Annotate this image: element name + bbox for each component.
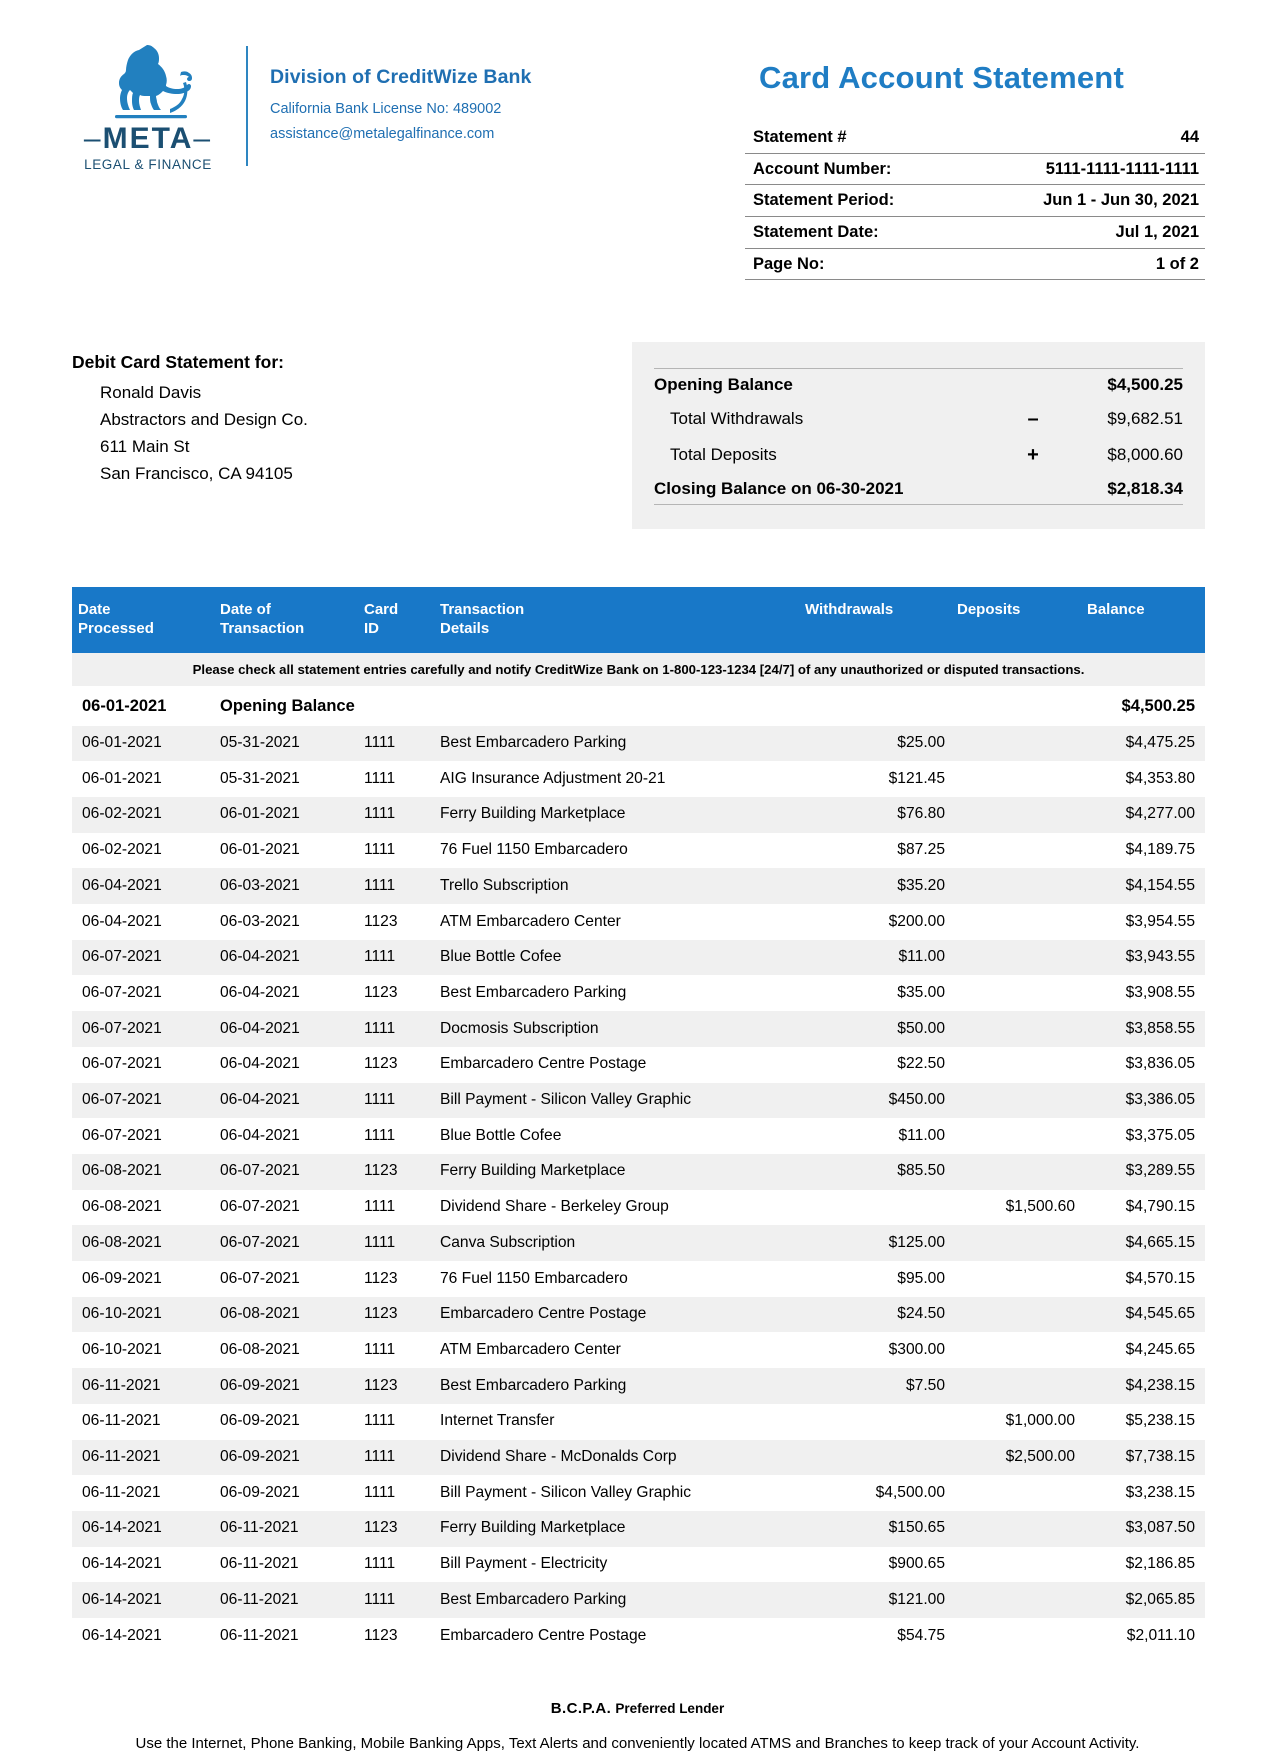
row-card-id: 1111 — [358, 797, 434, 833]
row-date-processed: 06-08-2021 — [72, 1225, 214, 1261]
row-card-id: 1111 — [358, 1083, 434, 1119]
column-header-balance: Balance — [1081, 587, 1205, 652]
row-details: 76 Fuel 1150 Embarcadero — [440, 841, 628, 859]
row-card-id: 1123 — [364, 1269, 398, 1287]
row-withdrawals: $125.00 — [799, 1225, 951, 1261]
meta-row — [745, 185, 1205, 217]
header-line-2: Processed — [78, 620, 154, 638]
table-row — [72, 1618, 1205, 1654]
meta-label: Statement Period: — [745, 185, 965, 217]
row-date-of-transaction: 05-31-2021 — [220, 769, 300, 787]
row-date-of-transaction: 06-04-2021 — [220, 1126, 300, 1144]
minus-icon: – — [1027, 407, 1039, 430]
meta-value: Jun 1 - Jun 30, 2021 — [965, 185, 1205, 217]
row-date-of-transaction: 06-09-2021 — [214, 1440, 358, 1476]
meta-value: 5111-1111-1111-1111 — [965, 153, 1205, 185]
column-header-date-of-transaction — [214, 587, 358, 652]
row-withdrawals — [799, 1404, 951, 1440]
closing-balance-amount: $2,818.34 — [1053, 473, 1183, 505]
table-row — [72, 868, 1205, 904]
row-date-processed: 06-08-2021 — [72, 1154, 214, 1190]
row-details: Embarcadero Centre Postage — [440, 1626, 647, 1644]
brand-block — [78, 40, 678, 172]
table-header-row — [72, 587, 1205, 652]
table-row — [72, 1225, 1205, 1261]
row-deposits — [951, 1047, 1081, 1083]
closing-balance-label: Closing Balance on 06-30-2021 — [654, 473, 1013, 505]
row-withdrawals: $11.00 — [898, 1126, 945, 1144]
lion-icon — [93, 44, 203, 122]
row-deposits — [951, 797, 1081, 833]
row-card-id: 1111 — [364, 1555, 396, 1573]
row-withdrawals: $35.00 — [897, 983, 945, 1001]
row-deposits — [951, 726, 1081, 762]
row-details: Embarcadero Centre Postage — [434, 1297, 799, 1333]
table-row — [72, 940, 1205, 976]
meta-row — [745, 153, 1205, 185]
row-balance: $3,943.55 — [1081, 940, 1205, 976]
total-withdrawals-label: Total Withdrawals — [670, 408, 804, 428]
row-card-id: 1123 — [364, 1626, 398, 1644]
row-details: ATM Embarcadero Center — [440, 1340, 621, 1358]
closing-balance-row — [654, 473, 1183, 505]
row-date-processed: 06-14-2021 — [82, 1555, 162, 1573]
notice-row — [72, 653, 1205, 686]
row-details: Docmosis Subscription — [434, 1011, 799, 1047]
row-deposits — [951, 868, 1081, 904]
row-withdrawals — [799, 1190, 951, 1226]
lender-abbreviation: B.C.P.A. — [550, 1699, 612, 1717]
row-date-processed: 06-10-2021 — [82, 1340, 162, 1358]
table-row — [72, 1083, 1205, 1119]
opening-row-withdrawals — [799, 686, 951, 726]
table-row — [72, 1118, 1205, 1154]
row-deposits — [951, 1011, 1081, 1047]
row-deposits — [951, 1118, 1081, 1154]
row-withdrawals: $11.00 — [799, 940, 951, 976]
total-withdrawals-amount: $9,682.51 — [1107, 408, 1183, 428]
row-deposits — [951, 1261, 1081, 1297]
row-date-of-transaction: 06-11-2021 — [214, 1582, 358, 1618]
row-date-processed: 06-07-2021 — [82, 983, 162, 1001]
transactions-table-head — [72, 587, 1205, 652]
table-row — [72, 726, 1205, 762]
row-balance: $4,154.55 — [1081, 868, 1205, 904]
customer-heading: Debit Card Statement for: — [72, 352, 284, 373]
row-details: Dividend Share - McDonalds Corp — [434, 1440, 799, 1476]
row-details: Ferry Building Marketplace — [434, 1511, 799, 1547]
table-row — [72, 1190, 1205, 1226]
column-header-date-processed — [72, 587, 214, 652]
row-balance: $4,475.25 — [1081, 726, 1205, 762]
row-details: Best Embarcadero Parking — [434, 1582, 799, 1618]
customer-address-block — [72, 342, 632, 487]
opening-row-label: Opening Balance — [214, 686, 434, 726]
row-balance: $4,277.00 — [1081, 797, 1205, 833]
row-date-of-transaction: 06-04-2021 — [214, 1083, 358, 1119]
customer-and-summary — [0, 342, 1275, 529]
transactions-section — [0, 587, 1275, 1654]
table-row — [72, 1011, 1205, 1047]
row-withdrawals: $76.80 — [799, 797, 951, 833]
row-date-of-transaction: 06-04-2021 — [220, 1055, 300, 1073]
row-balance: $4,570.15 — [1125, 1269, 1195, 1287]
row-withdrawals: $121.00 — [799, 1582, 951, 1618]
plus-icon: + — [1027, 443, 1039, 466]
row-date-of-transaction: 06-07-2021 — [214, 1154, 358, 1190]
opening-balance-row — [654, 369, 1183, 401]
row-date-processed: 06-02-2021 — [72, 797, 214, 833]
table-row — [72, 761, 1205, 797]
header-line-1: Transaction — [440, 601, 525, 619]
row-balance: $2,065.85 — [1081, 1582, 1205, 1618]
row-date-of-transaction: 06-03-2021 — [214, 868, 358, 904]
row-date-processed: 06-10-2021 — [72, 1297, 214, 1333]
row-date-of-transaction: 06-04-2021 — [220, 983, 300, 1001]
row-date-processed: 06-07-2021 — [72, 940, 214, 976]
meta-value: 1 of 2 — [965, 248, 1205, 280]
row-details: Best Embarcadero Parking — [440, 983, 627, 1001]
column-header-card-id — [358, 587, 434, 652]
row-date-of-transaction: 06-04-2021 — [214, 940, 358, 976]
header-line-1: Date — [78, 601, 111, 619]
meta-row — [745, 122, 1205, 153]
row-details: Best Embarcadero Parking — [434, 726, 799, 762]
row-card-id: 1111 — [364, 1198, 396, 1216]
row-date-of-transaction: 06-11-2021 — [220, 1555, 299, 1573]
row-details: Bill Payment - Silicon Valley Graphic — [440, 1483, 692, 1501]
table-row — [72, 1368, 1205, 1404]
brand-divider — [246, 46, 248, 166]
row-date-of-transaction: 06-03-2021 — [220, 912, 300, 930]
row-deposits — [951, 1225, 1081, 1261]
row-withdrawals: $7.50 — [799, 1368, 951, 1404]
row-details: Dividend Share - Berkeley Group — [440, 1198, 669, 1216]
table-row — [72, 833, 1205, 869]
row-deposits: $1,000.00 — [1005, 1412, 1075, 1430]
row-withdrawals: $85.50 — [799, 1154, 951, 1190]
bank-license: California Bank License No: 489002 — [270, 101, 502, 117]
row-deposits: $1,500.60 — [1005, 1198, 1075, 1216]
row-details: Canva Subscription — [434, 1225, 799, 1261]
row-withdrawals: $25.00 — [799, 726, 951, 762]
row-balance: $3,375.05 — [1125, 1126, 1195, 1144]
row-card-id: 1111 — [364, 1483, 396, 1501]
row-withdrawals: $35.20 — [799, 868, 951, 904]
page-title: Card Account Statement — [759, 60, 1124, 95]
row-date-of-transaction: 06-11-2021 — [214, 1511, 358, 1547]
row-details: AIG Insurance Adjustment 20-21 — [440, 769, 666, 787]
row-deposits — [951, 904, 1081, 940]
row-withdrawals: $300.00 — [888, 1340, 945, 1358]
row-card-id: 1123 — [364, 1055, 398, 1073]
row-card-id: 1123 — [364, 912, 398, 930]
row-deposits — [951, 1475, 1081, 1511]
row-date-processed: 06-01-2021 — [82, 769, 162, 787]
row-card-id: 1111 — [358, 1011, 434, 1047]
row-deposits: $2,500.00 — [951, 1440, 1081, 1476]
table-row — [72, 1332, 1205, 1368]
row-date-processed: 06-09-2021 — [82, 1269, 162, 1287]
row-details: ATM Embarcadero Center — [440, 912, 621, 930]
customer-company: Abstractors and Design Co. — [100, 409, 308, 429]
row-withdrawals: $121.45 — [888, 769, 945, 787]
row-deposits — [951, 1582, 1081, 1618]
meta-row — [745, 216, 1205, 248]
row-date-processed: 06-11-2021 — [72, 1368, 214, 1404]
row-date-processed: 06-14-2021 — [72, 1582, 214, 1618]
column-header-withdrawals: Withdrawals — [799, 587, 951, 652]
row-date-processed: 06-11-2021 — [82, 1483, 161, 1501]
total-deposits-amount: $8,000.60 — [1107, 444, 1183, 464]
row-balance: $7,738.15 — [1081, 1440, 1205, 1476]
column-header-deposits: Deposits — [951, 587, 1081, 652]
opening-balance-amount: $4,500.25 — [1053, 369, 1183, 401]
support-email[interactable]: assistance@metalegalfinance.com — [270, 126, 495, 142]
row-balance: $3,836.05 — [1125, 1055, 1195, 1073]
row-withdrawals: $95.00 — [897, 1269, 945, 1287]
opening-balance-table-row — [72, 686, 1205, 726]
table-row — [72, 1297, 1205, 1333]
row-balance: $2,011.10 — [1126, 1626, 1195, 1644]
row-withdrawals: $54.75 — [897, 1626, 945, 1644]
table-row — [72, 1475, 1205, 1511]
row-date-of-transaction: 06-09-2021 — [220, 1412, 300, 1430]
row-balance: $3,908.55 — [1125, 983, 1195, 1001]
row-details: Bill Payment - Electricity — [440, 1555, 608, 1573]
row-card-id: 1111 — [358, 1582, 434, 1618]
row-date-of-transaction: 05-31-2021 — [214, 726, 358, 762]
row-date-of-transaction: 06-08-2021 — [220, 1340, 300, 1358]
row-date-of-transaction: 06-09-2021 — [220, 1483, 300, 1501]
table-row — [72, 1261, 1205, 1297]
row-date-of-transaction: 06-01-2021 — [214, 797, 358, 833]
row-deposits — [951, 1297, 1081, 1333]
row-deposits — [951, 1547, 1081, 1583]
row-date-processed: 06-14-2021 — [82, 1626, 162, 1644]
meta-label: Account Number: — [745, 153, 965, 185]
header-line-2: Details — [440, 620, 490, 638]
row-balance: $4,790.15 — [1125, 1198, 1195, 1216]
notice-text: Please check all statement entries carefully and notify CreditWize Bank on 1-800-123-1234 [24/7] of any unauthorized or disputed transactions. — [72, 653, 1205, 686]
row-date-processed: 06-02-2021 — [82, 841, 162, 859]
row-card-id: 1111 — [358, 940, 434, 976]
row-deposits — [951, 1618, 1081, 1654]
table-row — [72, 1547, 1205, 1583]
total-withdrawals-row — [654, 401, 1183, 437]
row-details: Internet Transfer — [440, 1412, 555, 1430]
row-date-processed: 06-07-2021 — [82, 1055, 162, 1073]
meta-value: Jul 1, 2021 — [965, 216, 1205, 248]
row-details: Ferry Building Marketplace — [434, 1154, 799, 1190]
division-title: Division of CreditWize Bank — [270, 66, 532, 88]
row-date-of-transaction: 06-07-2021 — [214, 1225, 358, 1261]
table-row — [72, 1511, 1205, 1547]
page-footer — [0, 1700, 1275, 1754]
row-balance: $3,386.05 — [1081, 1083, 1205, 1119]
row-card-id: 1111 — [364, 841, 396, 859]
row-details: 76 Fuel 1150 Embarcadero — [440, 1269, 628, 1287]
row-details: Trello Subscription — [434, 868, 799, 904]
total-deposits-row — [654, 437, 1183, 473]
customer-city-state-zip: San Francisco, CA 94105 — [100, 463, 293, 483]
transactions-table — [72, 587, 1205, 1654]
row-withdrawals: $150.65 — [799, 1511, 951, 1547]
header-line-2: ID — [364, 620, 379, 638]
row-date-processed: 06-08-2021 — [82, 1198, 162, 1216]
row-withdrawals: $200.00 — [888, 912, 945, 930]
table-row — [72, 1154, 1205, 1190]
row-withdrawals: $22.50 — [897, 1055, 945, 1073]
transactions-table-body — [72, 653, 1205, 1654]
row-balance: $4,189.75 — [1125, 841, 1195, 859]
row-date-of-transaction: 06-11-2021 — [220, 1626, 299, 1644]
row-date-of-transaction: 06-04-2021 — [214, 1011, 358, 1047]
row-withdrawals: $900.65 — [888, 1555, 945, 1573]
meta-label: Statement Date: — [745, 216, 965, 248]
customer-street: 611 Main St — [100, 436, 190, 456]
row-card-id: 1123 — [364, 983, 398, 1001]
row-withdrawals: $4,500.00 — [875, 1483, 945, 1501]
meta-label: Page No: — [745, 248, 965, 280]
table-row — [72, 975, 1205, 1011]
table-row — [72, 1440, 1205, 1476]
brand-text — [270, 40, 531, 151]
statement-meta-table — [745, 122, 1205, 280]
row-deposits — [951, 1511, 1081, 1547]
table-row — [72, 1404, 1205, 1440]
row-date-processed: 06-07-2021 — [72, 1011, 214, 1047]
row-details: Ferry Building Marketplace — [434, 797, 799, 833]
meta-value: 44 — [965, 122, 1205, 153]
row-card-id: 1111 — [364, 769, 396, 787]
row-card-id: 1111 — [364, 1412, 396, 1430]
footer-note: Use the Internet, Phone Banking, Mobile Banking Apps, Text Alerts and conveniently located ATMS and Branches to keep track of your Account Activity. — [135, 1734, 1140, 1752]
row-balance: $3,858.55 — [1081, 1011, 1205, 1047]
row-date-processed: 06-11-2021 — [82, 1412, 161, 1430]
meta-label: Statement # — [745, 122, 965, 153]
row-date-processed: 06-01-2021 — [72, 726, 214, 762]
row-date-of-transaction: 06-01-2021 — [220, 841, 300, 859]
row-card-id: 1111 — [364, 1126, 396, 1144]
lender-label: Preferred Lender — [615, 1700, 725, 1716]
row-deposits — [951, 761, 1081, 797]
table-row — [72, 797, 1205, 833]
footer-lender-line — [60, 1700, 1215, 1717]
table-row — [72, 1047, 1205, 1083]
row-withdrawals: $87.25 — [897, 841, 945, 859]
opening-row-deposits — [951, 686, 1081, 726]
row-balance: $4,238.15 — [1081, 1368, 1205, 1404]
customer-name: Ronald Davis — [100, 383, 202, 403]
row-balance: $4,353.80 — [1125, 769, 1195, 787]
row-details: Best Embarcadero Parking — [434, 1368, 799, 1404]
opening-balance-label: Opening Balance — [654, 369, 1013, 401]
row-deposits — [951, 940, 1081, 976]
row-date-processed: 06-11-2021 — [72, 1440, 214, 1476]
row-card-id: 1111 — [358, 1225, 434, 1261]
row-balance: $4,245.65 — [1125, 1340, 1195, 1358]
row-withdrawals — [799, 1440, 951, 1476]
header-line-2: Transaction — [220, 620, 305, 638]
closing-balance-operator — [1013, 473, 1053, 505]
row-balance: $3,954.55 — [1125, 912, 1195, 930]
row-balance: $3,087.50 — [1081, 1511, 1205, 1547]
total-deposits-label: Total Deposits — [670, 444, 777, 464]
logo-tagline: LEGAL & FINANCE — [84, 157, 212, 172]
table-row — [72, 904, 1205, 940]
row-date-processed: 06-07-2021 — [82, 1126, 162, 1144]
row-card-id: 1123 — [358, 1511, 434, 1547]
row-card-id: 1111 — [358, 726, 434, 762]
row-deposits — [951, 1154, 1081, 1190]
page-header — [0, 0, 1275, 280]
row-date-processed: 06-04-2021 — [82, 912, 162, 930]
row-balance: $5,238.15 — [1125, 1412, 1195, 1430]
row-deposits — [951, 975, 1081, 1011]
row-withdrawals: $24.50 — [799, 1297, 951, 1333]
balance-summary-box — [632, 342, 1205, 529]
company-logo — [78, 40, 218, 172]
header-line-1: Card — [364, 601, 399, 619]
row-date-processed: 06-14-2021 — [72, 1511, 214, 1547]
row-card-id: 1111 — [364, 1340, 396, 1358]
header-line-1: Date of — [220, 601, 271, 619]
row-date-of-transaction: 06-09-2021 — [214, 1368, 358, 1404]
table-row — [72, 1582, 1205, 1618]
balance-summary-table — [654, 368, 1183, 505]
row-balance: $4,545.65 — [1081, 1297, 1205, 1333]
row-date-of-transaction: 06-07-2021 — [220, 1198, 300, 1216]
opening-balance-operator — [1013, 369, 1053, 401]
row-details: Blue Bottle Cofee — [434, 940, 799, 976]
row-balance: $2,186.85 — [1125, 1555, 1195, 1573]
row-deposits — [951, 833, 1081, 869]
row-card-id: 1123 — [358, 1154, 434, 1190]
row-date-of-transaction: 06-08-2021 — [214, 1297, 358, 1333]
row-date-of-transaction: 06-07-2021 — [220, 1269, 300, 1287]
row-withdrawals: $50.00 — [799, 1011, 951, 1047]
row-deposits — [951, 1332, 1081, 1368]
row-details: Bill Payment - Silicon Valley Graphic — [434, 1083, 799, 1119]
row-card-id: 1123 — [358, 1297, 434, 1333]
row-withdrawals: $450.00 — [799, 1083, 951, 1119]
logo-wordmark: –META– — [83, 122, 213, 155]
row-balance: $3,238.15 — [1125, 1483, 1195, 1501]
row-deposits — [951, 1083, 1081, 1119]
opening-row-spacer — [434, 686, 799, 726]
row-card-id: 1123 — [358, 1368, 434, 1404]
row-date-processed: 06-07-2021 — [72, 1083, 214, 1119]
row-details: Blue Bottle Cofee — [440, 1126, 562, 1144]
opening-row-balance: $4,500.25 — [1081, 686, 1205, 726]
row-details: Embarcadero Centre Postage — [440, 1055, 647, 1073]
row-card-id: 1111 — [358, 868, 434, 904]
row-balance: $4,665.15 — [1081, 1225, 1205, 1261]
meta-row — [745, 248, 1205, 280]
column-header-transaction-details — [434, 587, 799, 652]
row-date-processed: 06-04-2021 — [72, 868, 214, 904]
row-deposits — [951, 1368, 1081, 1404]
row-card-id: 1111 — [358, 1440, 434, 1476]
opening-row-date: 06-01-2021 — [72, 686, 214, 726]
row-balance: $3,289.55 — [1081, 1154, 1205, 1190]
document-title-column — [678, 40, 1205, 280]
